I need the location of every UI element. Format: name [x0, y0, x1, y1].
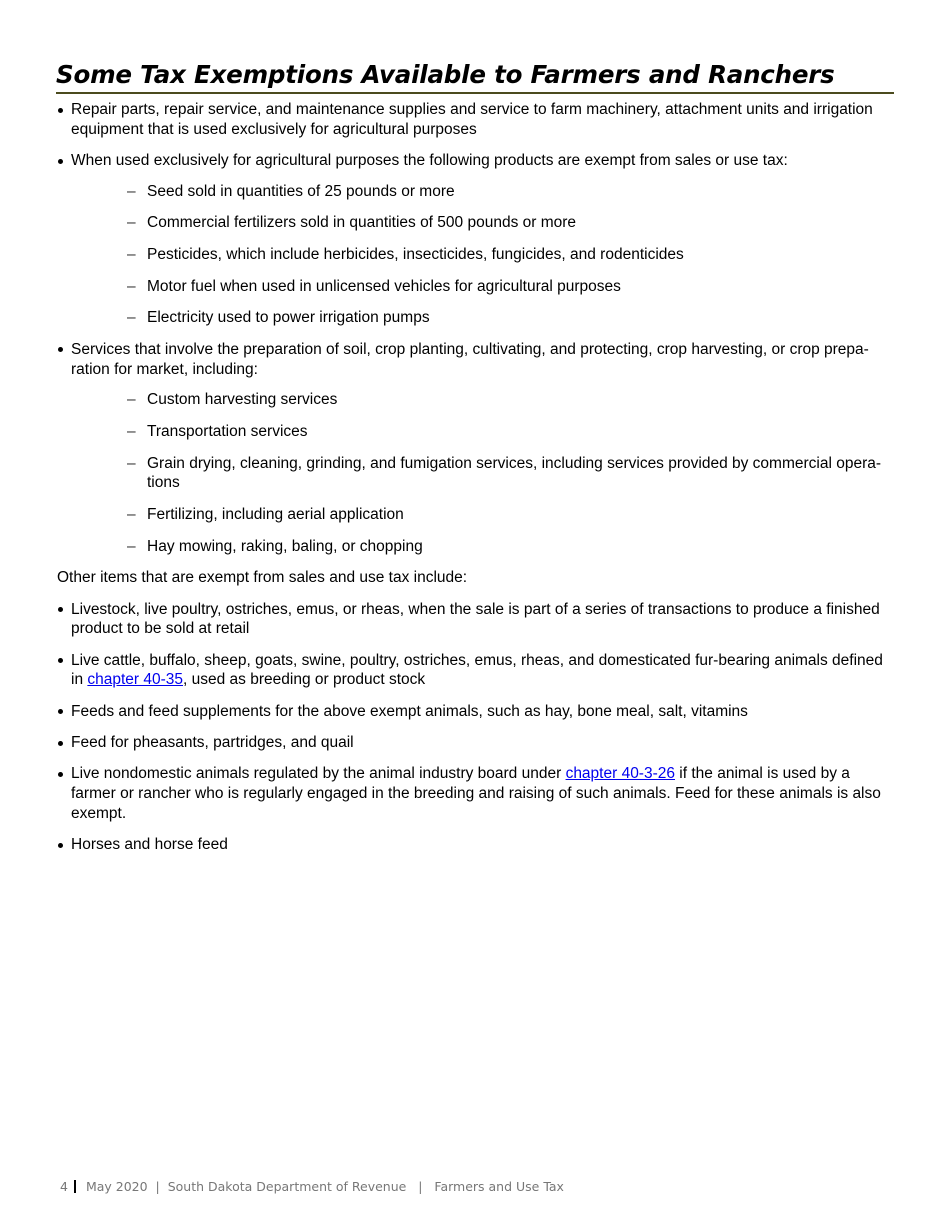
- list-item: [57, 100, 887, 140]
- page-number: 4: [60, 1179, 68, 1194]
- list-item: Feeds and feed supplements for the above exempt animals, such as hay, bone meal, salt, vitamins: [57, 702, 887, 722]
- chapter-40-3-26-link[interactable]: chapter 40-3-26: [565, 765, 675, 783]
- list-item-text: When used exclusively for agricultural purposes the following products are exempt from sales or use tax:: [71, 152, 788, 170]
- sub-list-products: [71, 182, 887, 328]
- list-item: Livestock, live poultry, ostriches, emus, or rheas, when the sale is part of a series of transactions to produce a finished product to be sold at retail: [57, 600, 887, 640]
- sub-list-item: – Pesticides, which include herbicides, insecticides, fungicides, and rodenticides: [71, 245, 887, 265]
- exemption-list: [57, 100, 887, 556]
- sub-list-item: – Fertilizing, including aerial application: [71, 505, 887, 525]
- sub-list-item: – Hay mowing, raking, baling, or chopping: [71, 537, 887, 557]
- page-title: Some Tax Exemptions Available to Farmers and Ranchers: [56, 58, 894, 94]
- page-footer: 4 May 2020 | South Dakota Department of Revenue | Farmers and Use Tax: [60, 1179, 564, 1194]
- other-exemption-list: [57, 600, 887, 855]
- sub-list-item: – Motor fuel when used in unlicensed vehicles for agricultural purposes: [71, 277, 887, 297]
- list-item: [57, 651, 887, 691]
- document-body: [57, 100, 887, 866]
- sub-list-item: – Grain drying, cleaning, grinding, and fumigation services, including services provided by commercial opera-tions: [71, 454, 887, 494]
- sub-list-item: – Commercial fertilizers sold in quantities of 500 pounds or more: [71, 213, 887, 233]
- list-item-text: Live nondomestic animals regulated by the animal industry board under: [71, 765, 566, 783]
- footer-department: South Dakota Department of Revenue: [167, 1179, 407, 1194]
- footer-divider: [74, 1180, 76, 1193]
- list-item-text: Services that involve the preparation of soil, crop planting, cultivating, and protecting, crop harvesting, or crop prepa-ration for market, including:: [71, 340, 869, 378]
- sub-list-item: – Transportation services: [71, 422, 887, 442]
- list-item: Feed for pheasants, partridges, and quail: [57, 733, 887, 753]
- chapter-40-35-link[interactable]: chapter 40-35: [87, 671, 184, 689]
- list-item-text: Repair parts, repair service, and maintenance supplies and service to farm machinery, attachment units and irrigation equipment that is used exclusively for agricultural purposes: [71, 101, 873, 138]
- other-items-intro: Other items that are exempt from sales and use tax include:: [57, 569, 468, 587]
- footer-document-title: Farmers and Use Tax: [434, 1179, 564, 1194]
- sub-list-item: – Electricity used to power irrigation pumps: [71, 308, 887, 328]
- list-item-text: if the animal is used by a farmer or rancher who is regularly engaged in the breeding and raising of such animals. Feed for these animals is also exempt.: [71, 765, 881, 822]
- list-item-text: Live cattle, buffalo, sheep, goats, swine, poultry, ostriches, emus, rheas, and domesticated fur-bearing animals defined in: [71, 651, 883, 689]
- sub-list-item: – Custom harvesting services: [71, 390, 887, 410]
- footer-date: May 2020: [85, 1179, 148, 1194]
- list-item: [57, 764, 887, 823]
- list-item: Horses and horse feed: [57, 835, 887, 855]
- sub-list-item: – Seed sold in quantities of 25 pounds or more: [71, 182, 887, 202]
- list-item: [57, 151, 887, 328]
- list-item: [57, 340, 887, 557]
- list-item-text: , used as breeding or product stock: [183, 671, 426, 689]
- sub-list-services: [71, 390, 887, 556]
